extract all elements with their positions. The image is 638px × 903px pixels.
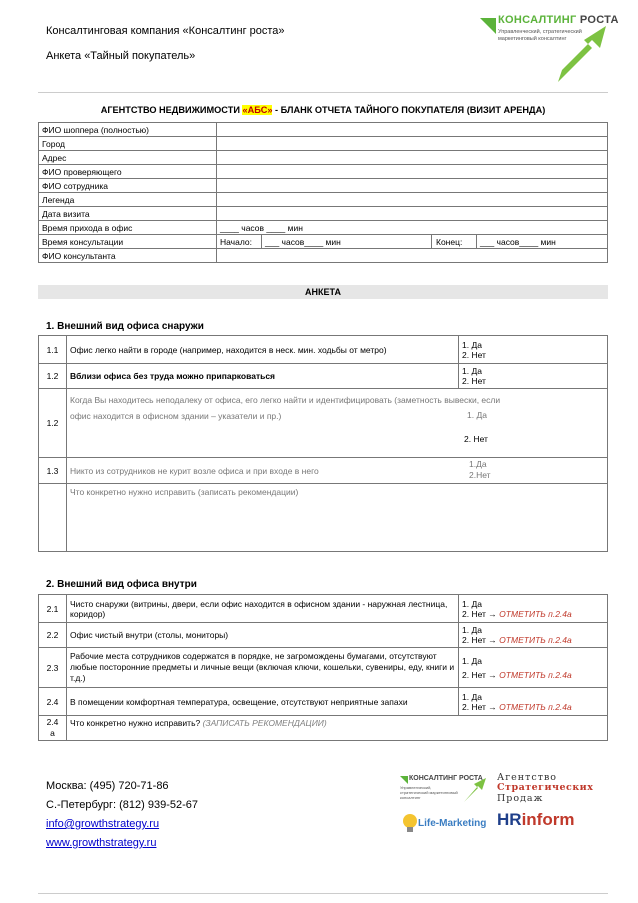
recommendation-field[interactable]: Что конкретно нужно исправить? (ЗАПИСАТЬ РЕКОМЕНДАЦИИ) [67, 716, 608, 741]
field-arrival-time[interactable]: ____ часов ____ мин [217, 221, 608, 235]
footer-logo-hrinform: HRinform [497, 810, 575, 829]
info-row: ФИО сотрудника [39, 179, 608, 193]
question-row: 2.2 Офис чистый внутри (столы, мониторы) 1. Да 2. Нет → ОТМЕТИТЬ п.2.4а [39, 623, 608, 648]
answer-no[interactable]: 2. Нет [464, 434, 488, 444]
info-row: ФИО проверяющего [39, 165, 608, 179]
answer-options[interactable]: 1. Да 2. Нет → ОТМЕТИТЬ п.2.4а [459, 595, 608, 623]
info-row: ФИО консультанта [39, 249, 608, 263]
website-link[interactable]: www.growthstrategy.ru [46, 837, 157, 849]
field-visit-date[interactable] [217, 207, 608, 221]
footer-divider [38, 893, 608, 894]
phone-moscow: Москва: (495) 720-71-86 [46, 780, 169, 792]
info-row: Адрес [39, 151, 608, 165]
question-row: 2.1 Чисто снаружи (витрины, двери, если офис находится в офисном здании - наружная лестница, коридор) 1. Да 2. Нет → ОТМЕТИТЬ п.2.4а [39, 595, 608, 623]
visit-info-table [38, 122, 608, 263]
growth-arrow-icon [478, 14, 500, 84]
bulb-icon [400, 812, 420, 834]
question-row: 1.2 Вблизи офиса без труда можно припарковаться 1. Да 2. Нет [39, 364, 608, 389]
field-shopper-name[interactable] [217, 123, 608, 137]
recommendation-row: 2.4 а Что конкретно нужно исправить? (ЗАПИСАТЬ РЕКОМЕНДАЦИИ) [39, 716, 608, 741]
field-address[interactable] [217, 151, 608, 165]
answer-options[interactable]: 1. Да 2. Нет [459, 336, 608, 364]
report-title: АГЕНТСТВО НЕДВИЖИМОСТИ «АБС» - БЛАНК ОТЧЕТА ТАЙНОГО ПОКУПАТЕЛЯ (ВИЗИТ АРЕНДА) [100, 105, 546, 115]
field-city[interactable] [217, 137, 608, 151]
agency-name-highlight: «АБС» [242, 105, 273, 115]
field-consult-end[interactable]: ___ часов____ мин [477, 235, 608, 249]
info-row: Время консультации Начало: ___ часов____ мин Конец: ___ часов____ мин [39, 235, 608, 249]
info-row: Время прихода в офис ____ часов ____ мин [39, 221, 608, 235]
question-row: 1.2 Когда Вы находитесь неподалеку от офиса, его легко найти и идентифицировать (заметность вывески, если офис находится в офисном здании – указатели и пр.) 1. Да 2. Нет [39, 389, 608, 458]
recommendation-row [39, 484, 608, 552]
field-inspector[interactable] [217, 165, 608, 179]
arrow-right-icon: → [488, 635, 497, 645]
section-1-title: 1. Внешний вид офиса снаружи [46, 321, 204, 332]
anketa-header: АНКЕТА [38, 285, 608, 299]
logo-tagline: Управленческий, стратегический маркетинговый консалтинг [498, 29, 582, 42]
question-row: 2.4 В помещении комфортная температура, освещение, отсутствуют неприятные запахи 1. Да 2. Нет → ОТМЕТИТЬ п.2.4а [39, 688, 608, 716]
footer-logo-life-marketing: Life-Marketing [398, 810, 493, 836]
field-consultant[interactable] [217, 249, 608, 263]
info-row: Дата визита [39, 207, 608, 221]
field-legend[interactable] [217, 193, 608, 207]
answer-options[interactable]: 1. Да 2. Нет [459, 364, 608, 389]
answer-yes[interactable]: 1. Да [467, 410, 487, 420]
field-consult-start[interactable]: ___ часов____ мин [262, 235, 432, 249]
info-row: ФИО шоппера (полностью) [39, 123, 608, 137]
answer-options[interactable]: 1. Да 2. Нет → ОТМЕТИТЬ п.2.4а [459, 623, 608, 648]
info-row: Город [39, 137, 608, 151]
section-2-table [38, 594, 608, 741]
answer-options[interactable]: 1.Да 2.Нет [469, 459, 491, 480]
recommendation-field[interactable]: Что конкретно нужно исправить (записать рекомендации) [67, 484, 608, 552]
footer-logo-agency: Агентство Стратегических Продаж [497, 772, 594, 804]
company-logo [478, 14, 619, 84]
company-name: Консалтинговая компания «Консалтинг роста» [46, 25, 285, 37]
arrow-right-icon: → [488, 669, 497, 680]
field-employee[interactable] [217, 179, 608, 193]
answer-options[interactable]: 1. Да 2. Нет → ОТМЕТИТЬ п.2.4а [459, 688, 608, 716]
arrow-right-icon: → [488, 701, 497, 712]
answer-options[interactable]: 1. Да 2. Нет → ОТМЕТИТЬ п.2.4а [459, 648, 608, 688]
question-row: 2.3 Рабочие места сотрудников содержатся в порядке, не загромождены бумагами, отсутствуют любые посторонние предметы и личные вещи (включая ключи, кошельки, сувениры, еду, книги и т.д.) 1. Да 2. Нет → ОТМЕТИТЬ п.2.4а [39, 648, 608, 688]
question-row: 1.1 Офис легко найти в городе (например, находится в неск. мин. ходьбы от метро) 1. Да 2. Нет [39, 336, 608, 364]
header-divider [38, 92, 608, 93]
section-1-table [38, 335, 608, 552]
section-2-title: 2. Внешний вид офиса внутри [46, 579, 197, 590]
info-row: Легенда [39, 193, 608, 207]
email-link[interactable]: info@growthstrategy.ru [46, 818, 160, 830]
arrow-right-icon: → [488, 608, 497, 619]
form-name: Анкета «Тайный покупатель» [46, 50, 196, 62]
footer-logo-growth: КОНСАЛТИНГ РОСТА Управленческий, стратегический маркетинговый консалтинг [398, 774, 493, 806]
phone-spb: С.-Петербург: (812) 939-52-67 [46, 799, 199, 811]
logo-text: КОНСАЛТИНГ РОСТА [498, 14, 619, 26]
question-row: 1.3 Никто из сотрудников не курит возле офиса и при входе в него 1.Да 2.Нет [39, 458, 608, 484]
